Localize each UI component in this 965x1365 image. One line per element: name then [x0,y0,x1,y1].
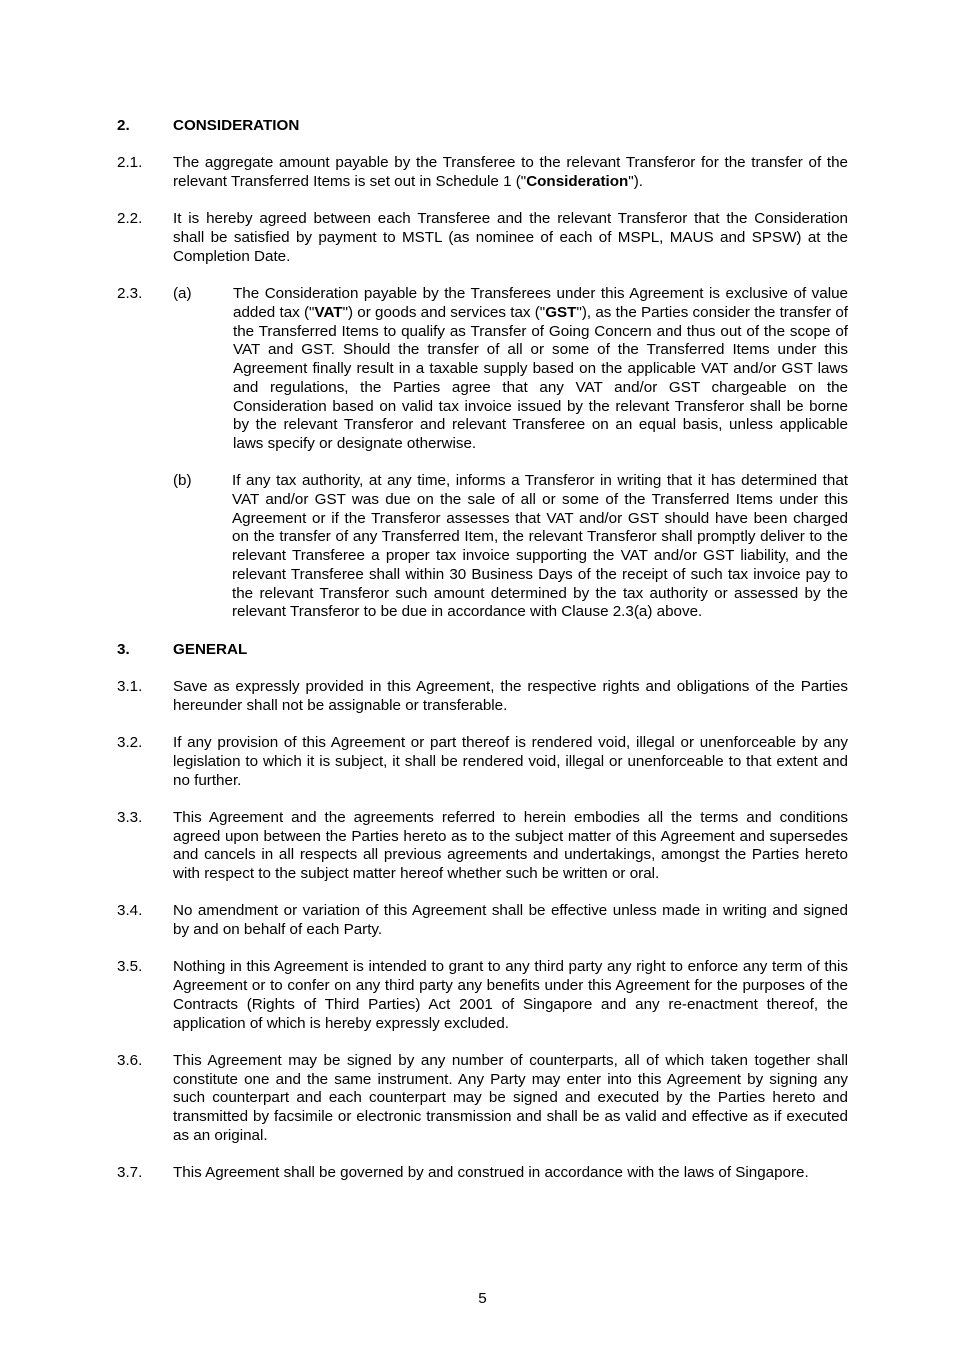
clause-text: Save as expressly provided in this Agreement, the respective rights and obligations of the Parties hereunder shall not be assignable or transferable. [173,678,848,714]
defined-term: GST [545,303,577,321]
section-title: GENERAL [173,640,248,658]
text-run: The aggregate amount payable by the Transferee to the relevant Transferor for the transfer of the relevant Transferred Items is set out in Schedule 1 (" [173,154,848,191]
document-page [117,117,848,1202]
clause-2-2 [117,210,848,266]
clause-3-6 [117,1052,848,1146]
subclause-a [173,285,848,453]
section-title: CONSIDERATION [173,117,300,134]
clause-2-1 [117,154,848,191]
clause-number: 2.1. [117,154,143,172]
clause-number: 2.2. [117,210,143,228]
clause-text: No amendment or variation of this Agreement shall be effective unless made in writing and signed by and on behalf of each Party. [173,902,848,939]
subclause-b [173,472,848,622]
clause-number: 3.2. [117,734,143,752]
clause-3-2 [117,734,848,790]
clause-text: If any provision of this Agreement or part thereof is rendered void, illegal or unenforceable by any legislation to which it is subject, it shall be rendered void, illegal or unenforceable to that extent and no further. [173,734,848,789]
clause-text: Nothing in this Agreement is intended to grant to any third party any right to enforce any term of this Agreement or to confer on any third party any benefits under this Agreement for the purposes of the Contracts (Rights of Third Parties) Act 2001 of Singapore and any re-enactment thereof, the application of which is hereby expressly excluded. [173,958,848,1032]
clause-3-5 [117,958,848,1033]
subclause-text: If any tax authority, at any time, informs a Transferor in writing that it has determined that VAT and/or GST was due on the sale of all or some of the Transferred Items under this Agreement or if the Transferor assesses that VAT and/or GST should have been charged on the transfer of any Transferred Item, the relevant Transferor shall promptly deliver to the relevant Transferee a proper tax invoice supporting the VAT and/or GST liability, and the relevant Transferee shall within 30 Business Days of the receipt of such tax invoice pay to the relevant Transferor such amount determined by the tax authority or assessed by the relevant Transferor to be due in accordance with Clause 2.3(a) above. [232,472,848,621]
clause-number: 3.3. [117,808,143,826]
section-2-heading [117,117,848,136]
clause-3-4 [117,902,848,939]
text-run: "). [628,173,643,191]
subclause-label: (b) [173,472,192,490]
clause-3-1 [117,678,848,715]
clause-3-3 [117,809,848,884]
section-number: 3. [117,640,130,658]
clause-text: It is hereby agreed between each Transferee and the relevant Transferor that the Consideration shall be satisfied by payment to MSTL (as nominee of each of MSPL, MAUS and SPSW) at the Completion Date. [173,210,848,265]
clause-number: 2.3. [117,285,143,303]
clause-number: 3.5. [117,958,143,976]
clause-number: 3.7. [117,1164,143,1182]
clause-number: 3.1. [117,678,143,695]
section-number: 2. [117,117,130,134]
defined-term: VAT [314,303,343,321]
clause-2-3 [117,285,848,622]
clause-text: This Agreement shall be governed by and construed in accordance with the laws of Singapore. [173,1164,809,1182]
clause-text: This Agreement and the agreements referred to herein embodies all the terms and conditions agreed upon between the Parties hereto as to the subject matter of this Agreement and supersedes and cancels in all respects all previous agreements and undertakings, amongst the Parties hereto with respect to the subject matter hereof whether such be written or oral. [173,808,848,882]
text-run: ") or goods and services tax (" [342,303,546,321]
subclause-label: (a) [173,285,192,303]
clause-text [173,154,848,191]
text-run: "), as the Parties consider the transfer of the Transferred Items to qualify as Transfer of Going Concern and thus out of the scope of VAT and GST. Should the transfer of all or some of the Transferred Items under this Agreement finally result in a taxable supply based on the applicable VAT and/or GST laws and regulations, the Parties agree that any VAT and/or GST chargeable on the Consideration based on valid tax invoice issued by the relevant Transferor shall be borne by the relevant Transferor and relevant Transferee on an equal basis, unless applicable laws specify or designate otherwise. [233,303,848,452]
clause-text: This Agreement may be signed by any number of counterparts, all of which taken together shall constitute one and the same instrument. Any Party may enter into this Agreement by signing any such counterpart and each counterpart may be signed and executed by the Parties hereto and transmitted by facsimile or electronic transmission and shall be as valid and effective as if executed as an original. [173,1051,848,1144]
page-number: 5 [478,1290,487,1307]
clause-number: 3.6. [117,1051,143,1069]
section-3-heading [117,641,848,660]
clause-3-7 [117,1164,848,1183]
clause-number: 3.4. [117,902,143,920]
text-run: The Consideration payable by the Transferees under this Agreement is exclusive of value added tax (" [233,285,848,321]
subclause-text [233,285,848,453]
defined-term: Consideration [526,173,629,191]
